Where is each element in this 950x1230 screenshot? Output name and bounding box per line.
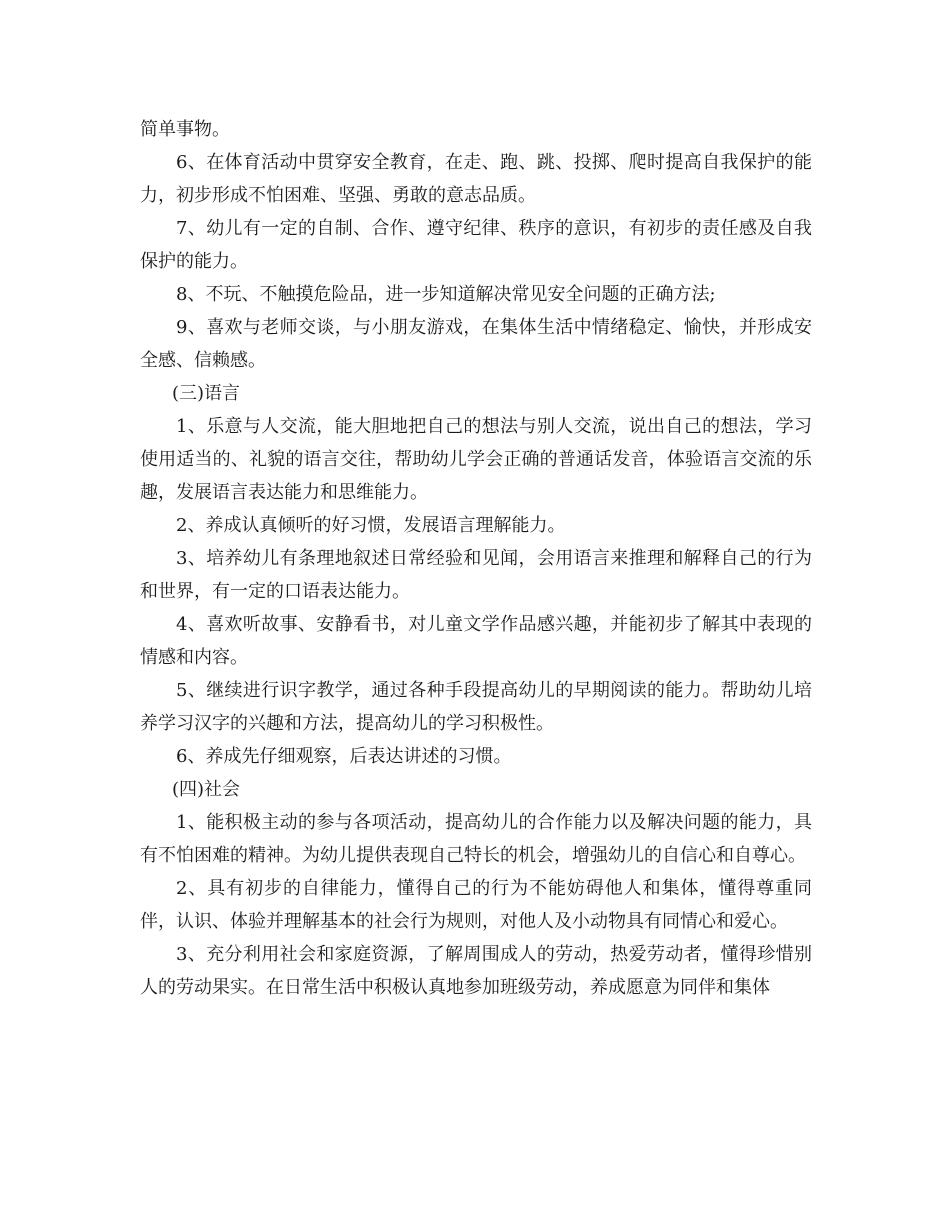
paragraph-language-1: 1、乐意与人交流，能大胆地把自己的想法与别人交流，说出自己的想法，学习使用适当的、礼貌的语言交往，帮助幼儿学会正确的普通话发音，体验语言交流的乐趣，发展语言表达能力和思维能力。	[140, 416, 812, 503]
paragraph-language-6: 6、养成先仔细观察，后表达讲述的习惯。	[176, 746, 512, 767]
paragraph-health-7: 7、幼儿有一定的自制、合作、遵守纪律、秩序的意识，有初步的责任感及自我保护的能力。	[140, 218, 812, 272]
paragraph-language-2: 2、养成认真倾听的好习惯，发展语言理解能力。	[176, 515, 566, 536]
paragraph-society-1: 1、能积极主动的参与各项活动，提高幼儿的合作能力以及解决问题的能力，具有不怕困难的精神。为幼儿提供表现自己特长的机会，增强幼儿的自信心和自尊心。	[140, 812, 812, 866]
paragraph-language-4: 4、喜欢听故事、安静看书，对儿童文学作品感兴趣，并能初步了解其中表现的情感和内容。	[140, 614, 812, 668]
paragraph-health-9: 9、喜欢与老师交谈，与小朋友游戏，在集体生活中情绪稳定、愉快，并形成安全感、信赖感。	[140, 317, 812, 371]
paragraph-continuation: 简单事物。	[140, 119, 230, 140]
paragraph-health-6: 6、在体育活动中贯穿安全教育，在走、跑、跳、投掷、爬时提高自我保护的能力，初步形成不怕困难、坚强、勇敢的意志品质。	[140, 152, 812, 206]
section-heading-language: (三)语言	[172, 383, 241, 404]
paragraph-society-3: 3、充分利用社会和家庭资源，了解周围成人的劳动，热爱劳动者，懂得珍惜别人的劳动果实。在日常生活中积极认真地参加班级劳动，养成愿意为同伴和集体	[140, 944, 812, 998]
section-heading-society: (四)社会	[172, 779, 241, 800]
paragraph-health-8: 8、不玩、不触摸危险品，进一步知道解决常见安全问题的正确方法;	[176, 284, 716, 305]
paragraph-language-5: 5、继续进行识字教学，通过各种手段提高幼儿的早期阅读的能力。帮助幼儿培养学习汉字的兴趣和方法，提高幼儿的学习积极性。	[140, 680, 812, 734]
document-body	[140, 113, 812, 1004]
paragraph-society-2: 2、具有初步的自律能力，懂得自己的行为不能妨碍他人和集体，懂得尊重同伴，认识、体验并理解基本的社会行为规则，对他人及小动物具有同情心和爱心。	[140, 878, 812, 932]
paragraph-language-3: 3、培养幼儿有条理地叙述日常经验和见闻，会用语言来推理和解释自己的行为和世界，有一定的口语表达能力。	[140, 548, 812, 602]
